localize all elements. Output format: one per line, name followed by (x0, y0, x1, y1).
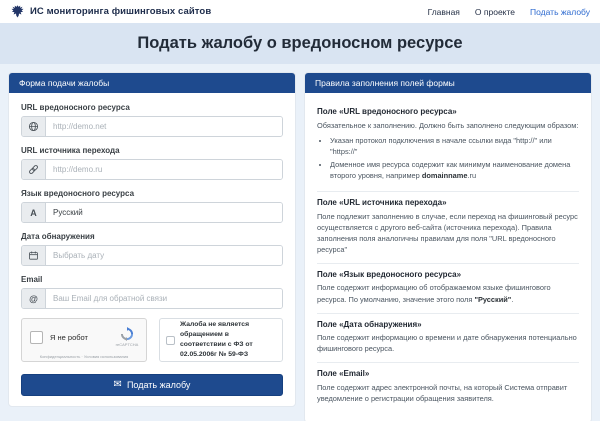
nav-link-home[interactable]: Главная (427, 6, 460, 17)
email-input-group (21, 288, 283, 309)
page-title: Подать жалобу о вредоносном ресурсе (137, 34, 463, 52)
letter-a-icon: A (22, 203, 46, 222)
rule-title: Поле «Язык вредоносного ресурса» (317, 269, 462, 279)
rule-bullet: • Доменное имя ресурса содержит как минимум наименование домена второго уровня, например domainname.ru (330, 159, 579, 181)
rule-text: Поле содержит информацию о времени и дате обнаружения потенциально фишингового ресурса. (317, 333, 577, 354)
submit-complaint-button[interactable] (21, 374, 283, 396)
field-label: Язык вредоносного ресурса (21, 189, 135, 198)
field-referrer-url (21, 146, 283, 180)
malicious-url-input-group (21, 116, 283, 137)
rules-card-body (305, 93, 591, 421)
field-label: URL вредоносного ресурса (21, 103, 130, 112)
nav-link-submit-complaint[interactable]: Подать жалобу (530, 6, 590, 17)
language-input-group (21, 202, 283, 223)
page-title-band (0, 23, 600, 64)
recaptcha-checkbox[interactable] (30, 331, 43, 344)
brand-title: ИС мониторинга фишинговых сайтов (30, 6, 212, 17)
envelope-icon: ✉ (113, 379, 122, 390)
date-input-group (21, 245, 283, 266)
referrer-url-input[interactable] (46, 160, 282, 179)
field-label: URL источника перехода (21, 146, 120, 155)
rule-text: Обязательное к заполнению. Должно быть заполнено следующим образом: (317, 120, 579, 130)
form-card-body (9, 93, 295, 406)
language-input[interactable] (46, 203, 282, 222)
consent-box (159, 318, 283, 362)
rule-section-referrer-url (317, 191, 579, 263)
field-label: Дата обнаружения (21, 232, 95, 241)
rule-title: Поле «Дата обнаружения» (317, 319, 422, 329)
field-language (21, 189, 283, 223)
calendar-icon (22, 246, 46, 265)
main-nav (428, 7, 590, 17)
malicious-url-input[interactable] (46, 117, 282, 136)
at-icon: @ (22, 289, 46, 308)
rule-bullet: • Указан протокол подключения в начале ссылки вида "http://" или "https://" (330, 135, 579, 157)
field-email (21, 275, 283, 309)
field-label: Email (21, 275, 43, 284)
link-icon (22, 160, 46, 179)
rule-text: Поле содержит адрес электронной почты, на который Система отправит уведомление о регистрации обращения заявителя. (317, 382, 568, 404)
recaptcha-widget (21, 318, 147, 362)
field-detection-date (21, 232, 283, 266)
rule-section-email (317, 362, 579, 412)
rule-text: Поле содержит информацию об отображаемом языке фишингового ресурса. По умолчанию, значение этого поля "Русский". (317, 283, 551, 304)
rule-section-malicious-url (317, 101, 579, 191)
complaint-form-card (8, 72, 296, 407)
rule-title: Поле «URL источника перехода» (317, 198, 447, 208)
rules-card-header: Правила заполнения полей формы (305, 73, 591, 93)
rule-bullet-list (317, 135, 579, 181)
globe-icon (22, 117, 46, 136)
submit-button-label: Подать жалобу (126, 380, 191, 390)
date-input[interactable] (46, 246, 282, 265)
rule-section-language (317, 263, 579, 313)
captcha-consent-row (21, 318, 283, 362)
top-navigation-bar (0, 0, 600, 23)
recaptcha-terms-links[interactable]: Конфиденциальность · Условия использования (39, 354, 129, 359)
recaptcha-logo (114, 327, 140, 347)
field-malicious-url (21, 103, 283, 137)
rule-text: Поле подлежит заполнению в случае, если переход на фишинговый ресурс осуществляется с другого веб-сайта (источника перехода). Правила заполнения поля аналогичны правилам для поля "URL вредоносного ресурса" (317, 211, 578, 254)
rule-section-detection-date (317, 313, 579, 363)
rule-title: Поле «Email» (317, 369, 370, 379)
recaptcha-label: Я не робот (50, 332, 88, 342)
rule-title: Поле «URL вредоносного ресурса» (317, 107, 457, 116)
form-card-header: Форма подачи жалобы (9, 73, 295, 93)
consent-label: Жалоба не является обращением в соответствии с ФЗ от 02.05.2006г № 59-ФЗ (180, 321, 253, 358)
content (0, 64, 600, 421)
rules-card (304, 72, 592, 421)
consent-checkbox[interactable] (166, 336, 175, 345)
brand (10, 4, 211, 19)
coat-of-arms-logo (10, 4, 25, 19)
referrer-url-input-group (21, 159, 283, 180)
nav-link-about[interactable]: О проекте (474, 6, 516, 17)
recaptcha-brand-text: reCAPTCHA (115, 342, 139, 347)
email-input[interactable] (46, 289, 282, 308)
